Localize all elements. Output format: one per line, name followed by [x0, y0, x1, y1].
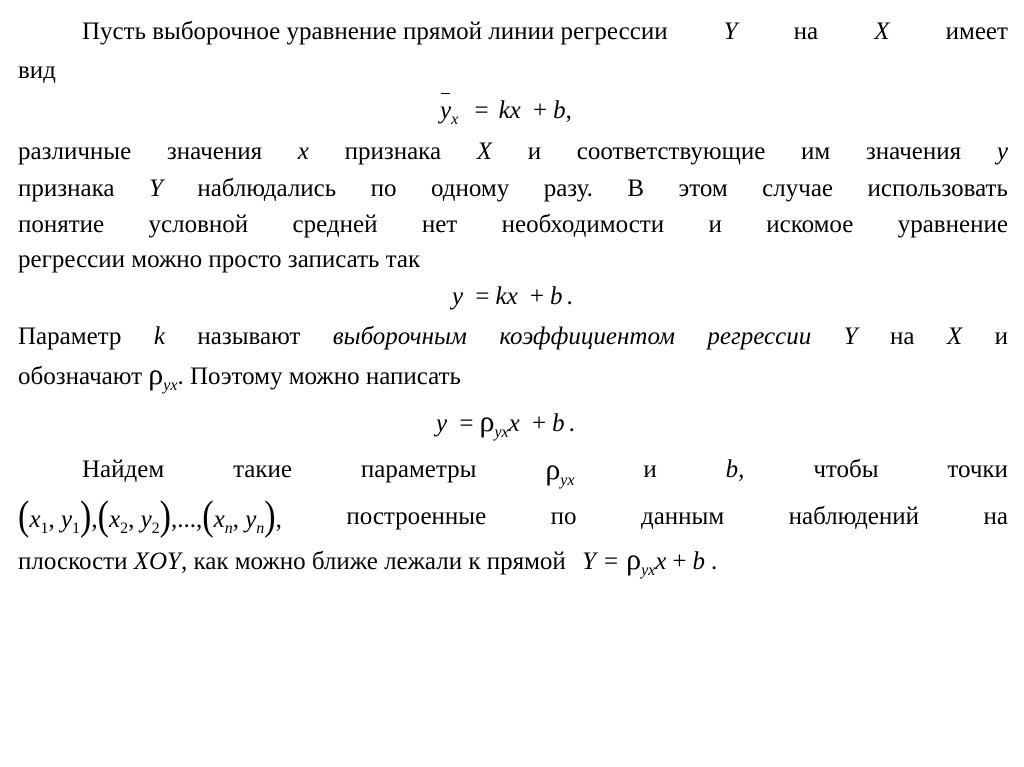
points-ellipsis: ,..., — [171, 506, 203, 533]
p1-word-vid: вид — [18, 57, 56, 84]
p3-word: обозначают — [18, 363, 143, 390]
p4-word: данным — [640, 503, 725, 530]
p2-line4 — [18, 245, 420, 275]
p4-eq-Y: Y — [582, 548, 596, 575]
equation-2 — [452, 282, 573, 312]
ptn-x: x — [213, 506, 225, 533]
p4-eq-b: b — [692, 548, 705, 575]
p3-term-italic: регрессии — [707, 323, 812, 350]
eq3-plus: + — [532, 410, 547, 437]
p1-line2 — [18, 56, 56, 86]
p3-var-Y: Y — [843, 323, 858, 350]
points-sequence: ($x_1$, $y_1),(x_2$, $y_2),...,(x_n$, $y_n$), — [18, 494, 282, 539]
p2-word: одному — [431, 175, 510, 202]
pt2-x-sub: 2 — [120, 520, 129, 537]
eq3-rho: ρ — [479, 405, 495, 438]
p4-final-equation — [582, 543, 718, 579]
eq3-equals: = — [459, 410, 474, 437]
eq3-period: . — [568, 410, 575, 437]
pt2-y-sub: 2 — [151, 520, 160, 537]
p3-word: называют — [197, 323, 301, 350]
p2-word: признака — [344, 138, 442, 165]
eq2-kx: kx — [495, 283, 518, 310]
pt1-y: y — [60, 506, 73, 533]
pt1-y-sub: 1 — [72, 520, 81, 537]
p3-rho-sub: yx — [163, 377, 178, 394]
p1-line1 — [82, 17, 1008, 47]
p2-word: и — [527, 138, 542, 165]
p3-var-X: X — [946, 323, 963, 350]
p4-word: точки — [947, 456, 1008, 483]
p2-line2 — [18, 174, 1008, 204]
eq1-sub-x: x — [451, 111, 459, 128]
p4-var-b: b, — [725, 456, 745, 483]
p4-eq-period: . — [710, 548, 718, 575]
p1-var-Y: Y — [723, 18, 738, 45]
p3-word: Параметр — [18, 323, 122, 350]
p4-line3-mid: , как можно ближе лежали к прямой — [180, 548, 566, 575]
p2-word: значения — [865, 138, 962, 165]
p3-word: и — [994, 323, 1008, 350]
p3-rho: ρ — [148, 358, 164, 391]
p2-word: этом — [678, 175, 728, 202]
p4-rho: ρ — [545, 453, 561, 486]
equation-1 — [440, 96, 572, 126]
p2-word: и — [708, 211, 722, 238]
p4-word: наблюдений — [788, 503, 920, 530]
p4-word: и — [643, 456, 657, 483]
p3-term-italic: выборочным — [332, 323, 467, 350]
p4-line3 — [18, 545, 717, 577]
eq2-plus: + — [529, 283, 545, 310]
p4-eq-rho-sub: yx — [641, 562, 656, 579]
eq1-ybar: y — [440, 97, 452, 124]
p4-eq-equals: = — [603, 548, 619, 575]
p3-var-k: k — [153, 323, 165, 350]
p3-term-italic: коэффициентом — [499, 323, 675, 350]
p4-rho-sub: yx — [560, 472, 575, 489]
p2-word: случае — [762, 175, 834, 202]
pt1-x-sub: 1 — [40, 520, 49, 537]
p4-word: чтобы — [813, 456, 879, 483]
p3-line2-post: . Поэтому можно написать — [177, 363, 461, 390]
eq2-b: b — [550, 283, 563, 310]
p2-word: разу. — [543, 175, 593, 202]
p2-word: понятие — [18, 211, 105, 238]
eq2-period: . — [566, 283, 573, 310]
p2-var-x: x — [297, 138, 309, 165]
p4-eq-rho: ρ — [626, 543, 642, 576]
p1-word-post: имеет — [945, 18, 1008, 45]
p4-word: Найдем — [82, 456, 165, 483]
ptn-y-sub: n — [256, 520, 265, 537]
p4-word: построенные — [346, 503, 487, 530]
ptn-y: y — [245, 506, 257, 533]
p2-word: признака — [18, 175, 115, 202]
p2-line4-text: регрессии можно просто записать так — [18, 246, 421, 273]
p2-var-Y: Y — [148, 175, 163, 202]
eq1-kx: kx — [498, 97, 521, 124]
pt1-x: x — [29, 506, 41, 533]
p4-var-XOY: XOY — [133, 548, 181, 575]
p4-word: плоскости — [18, 548, 128, 575]
p1-text-pre: Пусть выборочное уравнение прямой линии регрессии — [82, 18, 668, 45]
pt2-y: y — [140, 506, 152, 533]
p2-word: уравнение — [897, 211, 1008, 238]
eq1-b: b — [553, 97, 566, 124]
p2-word: им — [800, 138, 831, 165]
p2-word: В — [627, 175, 645, 202]
p2-word: использовать — [867, 175, 1008, 202]
p2-word: по — [370, 175, 397, 202]
p2-word: различные — [18, 138, 132, 165]
p2-var-X: X — [476, 138, 493, 165]
p2-line1 — [18, 137, 1008, 167]
p4-eq-x: x — [655, 548, 667, 575]
p4-word: параметры — [360, 456, 477, 483]
p4-word: по — [550, 503, 577, 530]
p2-word: искомое — [766, 211, 854, 238]
p2-word: необходимости — [501, 211, 665, 238]
p4-word: на — [983, 503, 1008, 530]
p2-word: наблюдались — [197, 175, 337, 202]
eq3-x: x — [508, 410, 520, 437]
ptn-x-sub: n — [224, 520, 233, 537]
p4-word: такие — [233, 456, 293, 483]
p4-eq-plus: + — [672, 548, 687, 575]
eq1-equals: = — [474, 97, 489, 124]
p1-var-X: X — [874, 18, 890, 45]
p2-word: условной — [148, 211, 249, 238]
p2-line3 — [18, 210, 1008, 240]
p4-line2 — [18, 494, 1008, 539]
pt2-x: x — [108, 506, 121, 533]
p2-word: значения — [166, 138, 263, 165]
eq1-plus: + — [533, 97, 548, 124]
p3-line2 — [18, 360, 461, 392]
p2-word: нет — [421, 211, 458, 238]
eq3-rho-sub: yx — [494, 424, 509, 441]
eq2-y: y — [452, 283, 464, 310]
eq3-y: y — [436, 410, 448, 437]
p2-var-y: y — [996, 138, 1008, 165]
p3-line1 — [18, 322, 1008, 352]
p3-word: на — [889, 323, 915, 350]
eq2-equals: = — [475, 283, 490, 310]
p4-line1 — [82, 455, 1008, 487]
p2-word: соответствующие — [576, 138, 766, 165]
eq3-b: b — [552, 410, 565, 437]
equation-3 — [436, 407, 575, 439]
p1-word-na: на — [793, 18, 819, 45]
eq1-comma: , — [565, 97, 572, 124]
p4-rho-group — [545, 455, 574, 487]
p2-word: средней — [292, 211, 378, 238]
